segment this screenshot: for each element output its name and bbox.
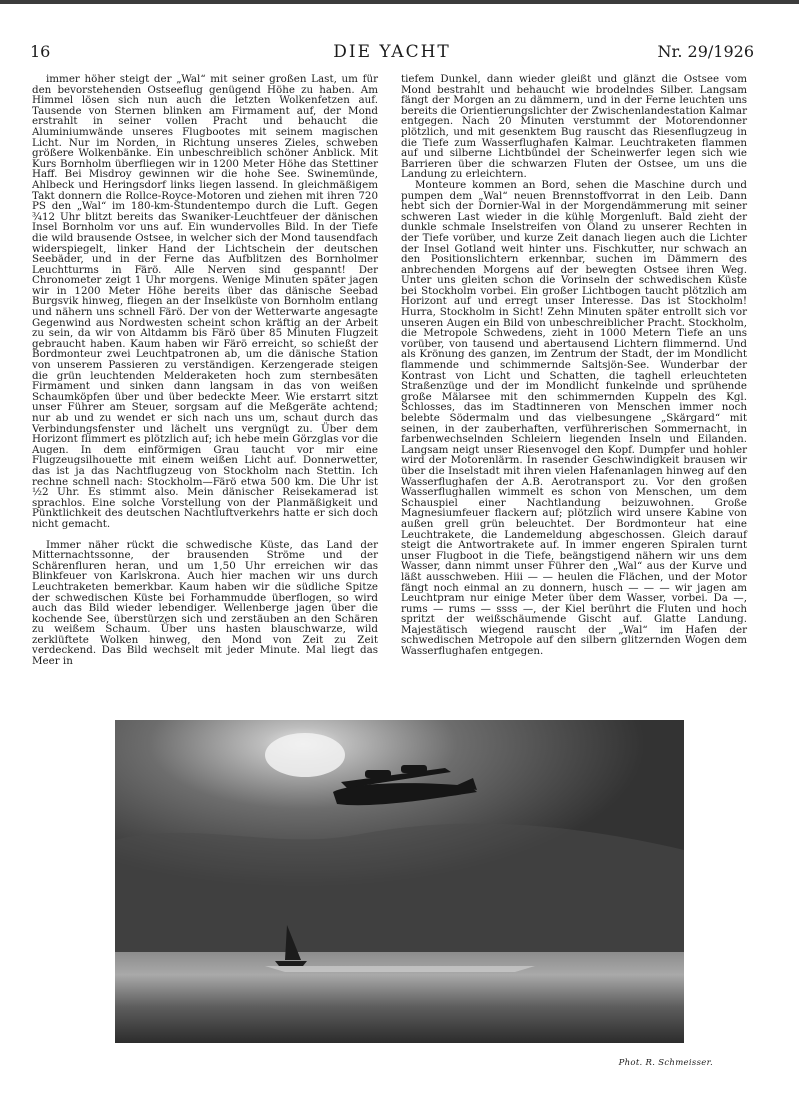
page-header [30,42,754,64]
moon [265,733,345,777]
photo-caption: Phot. R. Schmeisser. [618,1058,713,1068]
photograph [115,720,684,1043]
issue-number: Nr. 29/1926 [657,42,754,61]
page-number: 16 [30,42,51,61]
moon-reflection [265,966,535,972]
page-top-edge [0,0,799,4]
moonlit-sea [115,952,684,1043]
paragraph: Monteure kommen an Bord, sehen die Maschine durch und pumpen dem „Wal“ neuen Brennstoffvorrat in den Leib. Dann hebt sich der Dornier-Wal in der Morgendämmerung mit seiner schweren Last wieder in die kühle Morgenluft. Bald zieht der dunkle schmale Inselstreifen von Öland zu unserer Rechten in der Tiefe vorüber, und kurze Zeit danach liegen auch die Lichter der Insel Gotland weit hinter uns. Fischkutter, nur schwach an den Positionslichtern erkennbar, suchen im Dämmern des anbrechenden Morgens auf der bewegten Ostsee ihren Weg. Unter uns gleiten schon die Vorinseln der schwedischen Küste bei Stockholm vorbei. Ein großer Lichtbogen taucht plötzlich am Horizont auf und erregt unser Interesse. Das ist Stockholm! Hurra, Stockholm in Sicht! Zehn Minuten später entrollt sich vor unseren Augen ein Bild von unbeschreiblicher Pracht. Stockholm, die Metropole Schwedens, zieht in 1000 Metern Tiefe an uns vorüber, von tausend und abertausend Lichtern flimmernd. Und als Krönung des ganzen, im Zentrum der Stadt, der im Mondlicht flammende und schimmernde Saltsjön-See. Wunderbar der Kontrast von Licht und Schatten, die taghell erleuchteten Straßenzüge und der im Mondlicht funkelnde und sprühende große Mälarsee mit den schimmernden Kuppeln des Kgl. Schlosses, das im Stadtinneren von Menschen immer noch belebte Södermalm und das vielbesungene „Skärgard“ mit seinen, in der zauberhaften, verführerischen Sommernacht, in farbenwechselnden Schleiern liegenden Inseln und Eilanden. Langsam neigt unser Riesenvogel den Kopf. Dumpfer und hohler wird der Motorenlärm. In rasender Geschwindigkeit brausen wir über die Inselstadt mit ihren vielen Hafenanlagen hinweg auf den Wasserflughafen der A.B. Aerotransport zu. Vor den großen Wasserflughallen wimmelt es schon von Menschen, um dem Schauspiel einer Nachtlandung beizuwohnen. Große Magnesiumfeuer flackern auf; plötzlich wird unsere Kabine von außen grell grün beleuchtet. Der Bordmonteur hat eine Leuchtrakete, die Landemeldung abgeschossen. Gleich darauf steigt die Antwortrakete auf. In immer engeren Spiralen turnt unser Flugboot in die Tiefe, beängstigend nähern wir uns dem Wasser, dann nimmt unser Führer den „Wal“ aus der Kurve und läßt ausschweben. Hiii — — heulen die Flächen, und der Motor fängt noch einmal an zu donnern, husch — — — wir jagen am Leuchtpram nur einige Meter über dem Wasser, vorbei. Da —, rums — rums — ssss —, der Kiel berührt die Fluten und hoch spritzt der weißschäumende Gischt auf. Glatte Landung. Majestätisch wiegend rauscht der „Wal“ im Hafen der schwedischen Metropole auf den silbern glitzernden Wogen dem Wasserflughafen entgegen. [401,178,747,658]
flying-boat-photo [115,720,684,1043]
cloud-bank [115,824,684,960]
text-column-right [401,74,747,657]
paragraph: tiefem Dunkel, dann wieder gleißt und glänzt die Ostsee vom Mond bestrahlt und behaucht wie brodelndes Silber. Langsam fängt der Morgen an zu dämmern, und in der Ferne leuchten uns bereits die Orientierungslichter der Zwischenlandestation Kalmar entgegen. Nach 20 Minuten verstummt der Motorendonner plötzlich, und mit gesenktem Bug rauscht das Riesenflugzeug in die Tiefe zum Wasserflughafen Kalmar. Leuchtraketen flammen auf und silberne Lichtbündel der Scheinwerfer legen sich wie Barrieren über die schwarzen Fluten der Ostsee, um uns die Landung zu erleichtern. [401,73,747,181]
paragraph: immer höher steigt der „Wal“ mit seiner großen Last, um für den bevorstehenden Ostseeflug genügend Höhe zu haben. Am Himmel lösen sich nun auch die letzten Wolkenfetzen auf. Tausende von Sternen blinken am Firmament auf, der Mond erstrahlt in seiner vollen Pracht und behaucht die Aluminiumwände unseres Flugbootes mit seinem magischen Licht. Nur im Norden, in Richtung unseres Zieles, schweben größere Wolkenbänke. Ein unbeschreiblich schöner Anblick. Mit Kurs Bornholm überfliegen wir in 1200 Meter Höhe das Stettiner Haff. Bei Misdroy gewinnen wir die hohe See. Swinemünde, Ahlbeck und Heringsdorf links liegen lassend. In gleichmäßigem Takt donnern die Rollce-Royce-Motoren und ziehen mit ihren 720 PS den „Wal“ im 180-km-Stundentempo durch die Luft. Gegen ¾12 Uhr blitzt bereits das Swaniker-Leuchtfeuer der dänischen Insel Bornholm vor uns auf. Ein wundervolles Bild. In der Tiefe die wild brausende Ostsee, in welcher sich der Mond tausendfach widerspiegelt, linker Hand der Lichtschein der deutschen Seebäder, und in der Ferne das Aufblitzen des Bornholmer Leuchtturms in Färö. Alle Nerven sind gespannt! Der Chronometer zeigt 1 Uhr morgens. Wenige Minuten später jagen wir in 1200 Meter Höhe bereits über das dänische Seebad Burgsvik hinweg, fliegen an der Inselküste von Bornholm entlang und nähern uns schnell Färö. Der von der Wetterwarte angesagte Gegenwind aus Nordwesten scheint schon kräftig an der Arbeit zu sein, da wir von Altdamm bis Färö über 85 Minuten Flugzeit gebraucht haben. Kaum haben wir Färö erreicht, so schießt der Bordmonteur zwei Leuchtpatronen ab, um die dänische Station von unserem Passieren zu verständigen. Kerzengerade steigen die grün leuchtenden Melderaketen hoch zum sternbesäten Firmament und sinken dann langsam in das von weißen Schaumköpfen über und über bedeckte Meer. Wie erstarrt sitzt unser Führer am Steuer, sorgsam auf die Meßgeräte achtend; nur ab und zu wendet er sich nach uns um, schaut durch das Verbindungsfenster und lächelt uns vergnügt zu. Über dem Horizont flimmert es plötzlich auf; ich hebe mein Görzglas vor die Augen. In dem einförmigen Grau taucht vor mir eine Flugzeugsilhouette mit einem weißen Licht auf. Donnerwetter, das ist ja das Nachtflugzeug von Stockholm nach Stettin. Ich rechne schnell nach: Stockholm—Färö etwa 500 km. Die Uhr ist ½2 Uhr. Es stimmt also. Mein dänischer Reisekamerad ist sprachlos. Eine solche Vorstellung von der Planmäßigkeit und Pünktlichkeit des deutschen Nachtluftverkehrs hatte er sich doch nicht gemacht. [32,73,378,530]
paragraph: Immer näher rückt die schwedische Küste, das Land der Mitternachtssonne, der brausenden Ströme und der Schärenfluren heran, und um 1,50 Uhr erreichen wir das Blinkfeuer von Karlskrona. Auch hier machen wir uns durch Leuchtraketen bemerkbar. Kaum haben wir die südliche Spitze der schwedischen Küste bei Forhammudde überflogen, so wird auch das Bild wieder lebendiger. Wellenberge jagen über die kochende See, überstürzen sich und zerstäuben an den Schären zu weißem Schaum. Über uns hasten blauschwarze, wild zerklüftete Wolken hinweg, den Mond von Zeit zu Zeit verdeckend. Das Bild wechselt mit jeder Minute. Mal liegt das Meer in [32,538,378,668]
running-title: DIE YACHT [333,42,451,62]
text-column-left [32,74,378,667]
